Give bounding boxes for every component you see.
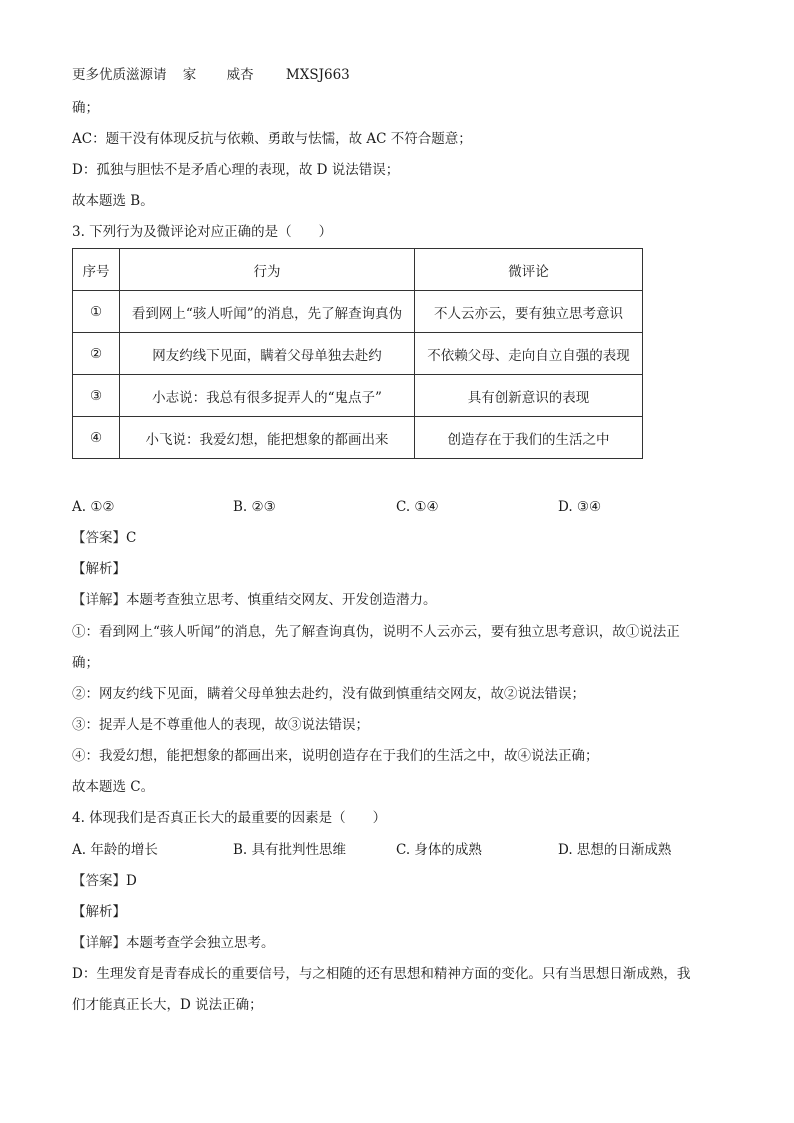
table-row: [73, 291, 643, 333]
header-text-4: MXSJ663: [285, 67, 350, 83]
q3-explain-3: ③：捉弄人是不尊重他人的表现，故③说法错误；: [72, 717, 369, 733]
q3-explain-2: ②：网友约线下见面，瞒着父母单独去赴约，没有做到慎重结交网友，故②说法错误；: [72, 686, 585, 702]
q4-option-a: A. 年龄的增长: [72, 842, 158, 858]
q4-option-d: D. 思想的日渐成熟: [558, 842, 672, 858]
q3-table: [72, 248, 643, 459]
q3-explain-1b: 确；: [72, 655, 99, 671]
q3-analysis-label: 【解析】: [72, 561, 126, 577]
header-text-1: 更多优质滋源请: [72, 67, 167, 83]
table-header-row: [73, 249, 643, 291]
detail-label: 【详解】: [72, 935, 126, 951]
header-text-2: 家: [182, 67, 197, 83]
q3-option-b: B. ②③: [233, 499, 276, 515]
q4-option-c: C. 身体的成熟: [396, 842, 482, 858]
q3-option-c: C. ①④: [396, 499, 439, 515]
detail-label: 【详解】: [72, 592, 126, 608]
q3-detail: [72, 590, 437, 610]
q3-explain-4: ④：我爱幻想，能把想象的都画出来，说明创造存在于我们的生活之中，故④说法正确；: [72, 748, 599, 764]
table-row: [73, 333, 643, 375]
answer-value: D: [126, 873, 137, 889]
table-row: [73, 417, 643, 459]
table-cell: 具有创新意识的表现: [415, 375, 643, 417]
detail-text: 本题考查独立思考、慎重结交网友、开发创造潜力。: [126, 592, 437, 608]
table-cell: 创造存在于我们的生活之中: [415, 417, 643, 459]
table-cell: 网友约线下见面，瞒着父母单独去赴约: [120, 333, 415, 375]
q4-stem: 4. 体现我们是否真正长大的最重要的因素是（ ）: [72, 810, 387, 826]
q3-answer: [72, 528, 136, 548]
detail-text: 本题考查学会独立思考。: [126, 935, 275, 951]
q4-explain-1: D：生理发育是青春成长的重要信号，与之相随的还有思想和精神方面的变化。只有当思想日渐成熟，我: [72, 966, 691, 982]
table-header-cell: 行为: [120, 249, 415, 291]
q2-tail-line-2: AC：题干没有体现反抗与依赖、勇敢与怯懦，故 AC 不符合题意；: [72, 131, 472, 147]
table-cell: 不依赖父母、走向自立自强的表现: [415, 333, 643, 375]
answer-value: C: [126, 530, 137, 546]
q3-explain-1a: ①：看到网上“骇人听闻”的消息，先了解查询真伪，说明不人云亦云，要有独立思考意识，故①说法正: [72, 624, 680, 640]
table-cell: 小飞说：我爱幻想，能把想象的都画出来: [120, 417, 415, 459]
q4-answer: [72, 871, 137, 891]
q4-analysis-label: 【解析】: [72, 904, 126, 920]
table-cell: ③: [73, 375, 120, 417]
answer-label: 【答案】: [72, 530, 126, 546]
q3-options: [72, 497, 722, 517]
q3-stem: 3. 下列行为及微评论对应正确的是（ ）: [72, 224, 333, 240]
q2-tail-conclusion: 故本题选 B。: [72, 193, 154, 209]
table-row: [73, 375, 643, 417]
q4-detail: [72, 933, 275, 953]
table-cell: 看到网上“骇人听闻”的消息，先了解查询真伪: [120, 291, 415, 333]
q4-option-b: B. 具有批判性思维: [233, 842, 347, 858]
q4-explain-2: 们才能真正长大，D 说法正确；: [72, 997, 263, 1013]
table-cell: 不人云亦云，要有独立思考意识: [415, 291, 643, 333]
header-text-3: 威杏: [226, 67, 254, 83]
q3-option-d: D. ③④: [558, 499, 602, 515]
answer-label: 【答案】: [72, 873, 126, 889]
q2-tail-line-1: 确；: [72, 100, 99, 116]
table-cell: 小志说：我总有很多捉弄人的“鬼点子”: [120, 375, 415, 417]
table-header-cell: 微评论: [415, 249, 643, 291]
table-cell: ④: [73, 417, 120, 459]
q3-conclusion: 故本题选 C。: [72, 779, 155, 795]
table-header-cell: 序号: [73, 249, 120, 291]
table-cell: ①: [73, 291, 120, 333]
table-cell: ②: [73, 333, 120, 375]
q3-option-a: A. ①②: [72, 499, 115, 515]
q4-options: [72, 840, 722, 860]
q2-tail-line-3: D：孤独与胆怯不是矛盾心理的表现，故 D 说法错误；: [72, 162, 400, 178]
page-header: [72, 65, 350, 85]
